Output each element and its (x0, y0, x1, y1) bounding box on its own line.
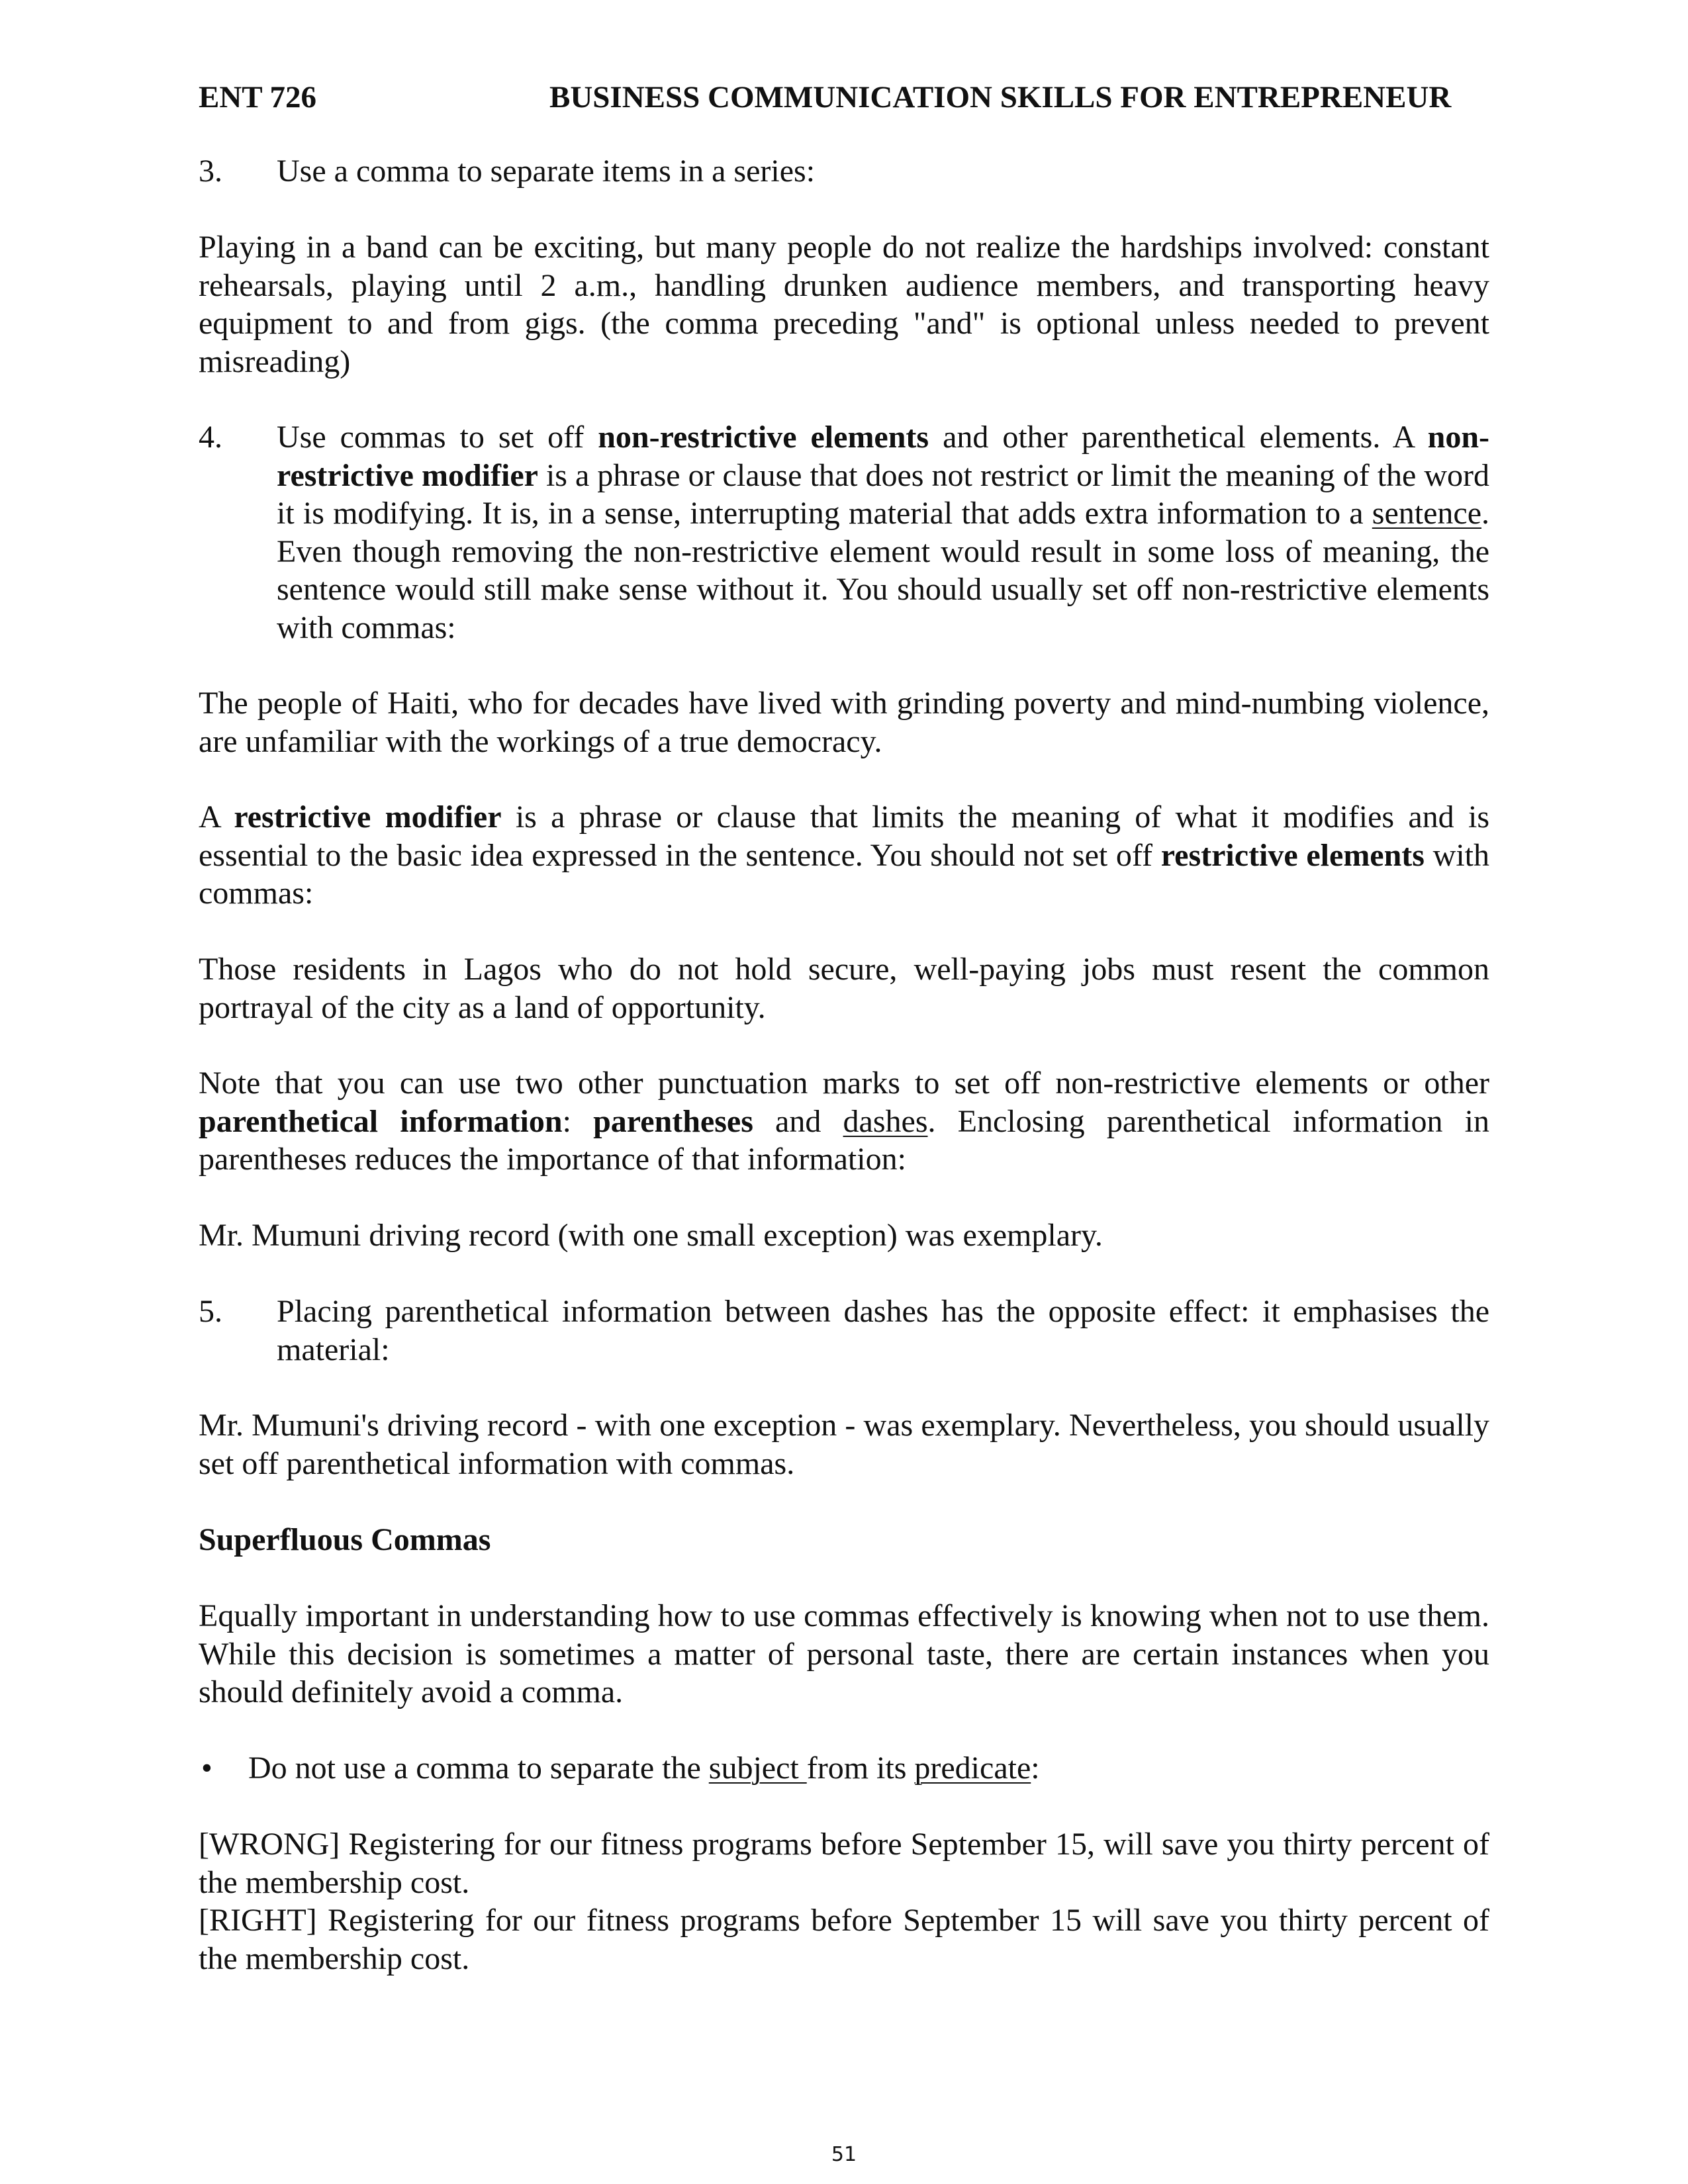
list-number: 4. (199, 420, 222, 455)
note-paragraph: Note that you can use two other punctuation marks to set off non-restrictive elements or other parenthetical information: parentheses and dashes. Enclosing parenthetical information in parentheses reduces the importance of that information: (199, 1066, 1489, 1177)
list-item-text: Placing parenthetical information between dashes has the opposite effect: it emphasises the material: (277, 1294, 1489, 1367)
course-code: ENT 726 (199, 80, 317, 114)
right-example: [RIGHT] Registering for our fitness programs before September 15 will save you thirty percent of the membership cost. (199, 1903, 1489, 1976)
term-non-restrictive-modifier: non-restrictive modifier (277, 420, 1490, 493)
section-heading: Superfluous Commas (199, 1522, 491, 1557)
term-parenthetical-information: parenthetical information (199, 1103, 563, 1139)
term-non-restrictive-elements: non-restrictive elements (598, 420, 929, 455)
bullet-item (199, 1749, 1489, 1788)
page-header (199, 74, 1489, 120)
list-item-4 (199, 418, 1489, 647)
list-item-text: Use commas to set off non-restrictive elements and other parenthetical elements. A non-restrictive modifier is a phrase or clause that does not restrict or limit the meaning of the word it is modifying. It is, in a sense, interrupting material that adds extra information to a sentence. Even though removing the non-restrictive element would result in some loss of meaning, the sentence would still make sense without it. You should usually set off non-restrictive elements with commas: (277, 420, 1490, 645)
list-item-text: Use a comma to separate items in a series: (277, 154, 816, 189)
wrong-example: [WRONG] Registering for our fitness programs before September 15, will save you thirty percent of the membership cost. (199, 1827, 1489, 1900)
restrictive-modifier-paragraph: A restrictive modifier is a phrase or clause that limits the meaning of what it modifies and is essential to the basic idea expressed in the sentence. You should not set off restrictive elements with commas: (199, 799, 1490, 911)
list-item-3 (199, 152, 1489, 191)
series-example-paragraph: Playing in a band can be exciting, but many people do not realize the hardships involved: constant rehearsals, playing until 2 a.m., handling drunken audience members, and transporting heavy equipment to and from gigs. (the comma preceding "and" is optional unless needed to prevent misreading) (199, 230, 1489, 379)
haiti-example-paragraph: The people of Haiti, who for decades have lived with grinding poverty and mind-numbing violence, are unfamiliar with the workings of a true democracy. (199, 686, 1489, 759)
superfluous-intro-paragraph: Equally important in understanding how to use commas effectively is knowing when not to use them. While this decision is sometimes a matter of personal taste, there are certain instances when you should definitely avoid a comma. (199, 1598, 1489, 1709)
bullet-text: Do not use a comma to separate the subject from its predicate: (248, 1751, 1040, 1786)
link-sentence[interactable]: sentence (1372, 496, 1481, 531)
list-number: 5. (199, 1294, 222, 1329)
link-predicate[interactable]: predicate (914, 1751, 1031, 1786)
course-title: BUSINESS COMMUNICATION SKILLS FOR ENTREPRENEUR (549, 80, 1452, 114)
lagos-example-paragraph: Those residents in Lagos who do not hold secure, well-paying jobs must resent the common portrayal of the city as a land of opportunity. (199, 952, 1489, 1025)
list-item-5 (199, 1293, 1489, 1369)
term-parentheses: parentheses (593, 1103, 753, 1139)
list-number: 3. (199, 154, 222, 189)
bullet-icon: • (201, 1751, 212, 1786)
mumuni-example-2: Mr. Mumuni's driving record - with one exception - was exemplary. Nevertheless, you should usually set off parenthetical information with commas. (199, 1408, 1489, 1481)
term-restrictive-elements: restrictive elements (1160, 837, 1425, 873)
page-number: 51 (831, 2143, 857, 2166)
term-restrictive-modifier: restrictive modifier (234, 799, 502, 835)
mumuni-example-1: Mr. Mumuni driving record (with one small exception) was exemplary. (199, 1218, 1103, 1253)
link-dashes[interactable]: dashes (843, 1103, 928, 1139)
link-subject[interactable]: subject (708, 1751, 807, 1786)
